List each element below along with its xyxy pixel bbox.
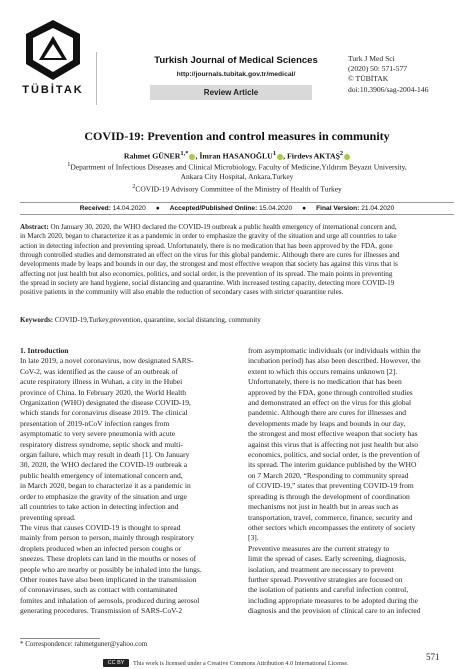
orcid-icon[interactable] [189, 154, 195, 160]
doi-link[interactable]: doi:10.3906/sag-2004-146 [348, 84, 429, 94]
keywords-label: Keywords: [20, 316, 54, 324]
header-divider [96, 52, 97, 105]
body-text-line: sneezes. These droplets can land in the mouths or noses of [20, 554, 197, 564]
body-text-line: spreading is through the development of coordination [248, 491, 410, 501]
paper-title: COVID-19: Prevention and control measures in community [84, 129, 390, 143]
abstract-line: positive patients in the community will also enable the reduction of secondary cases with stricter quarantine rules. [20, 288, 344, 297]
affiliation-text: Department of Infectious Diseases and Clinical Microbiology, Faculty of Medicine,Yıldırım Beyazıt University, [70, 162, 407, 172]
body-text-line: organ failure, which may result in death [1]. On January [20, 450, 190, 460]
received-date [80, 203, 146, 214]
body-text-line: its spread. The interim guidance published by the WHO [248, 460, 417, 470]
body-text-line: other sectors which encompasses the entirety of society [248, 522, 416, 532]
affiliation-2 [20, 182, 454, 194]
body-text-line: the strongest and most effective weapon that society has [248, 429, 418, 439]
author-superscript: 1,* [180, 150, 189, 157]
body-text-line: CoV-2, was identified as the cause of an outbreak of [20, 366, 178, 376]
body-text-line: and demonstrated an effect on the virus for this global [248, 398, 412, 408]
tubitak-logo-icon [22, 18, 84, 84]
body-text-line: transportation, travel, commerce, finance, security and [248, 512, 413, 522]
received-label: Received: [79, 205, 111, 212]
body-text-line: mechanisms not just in health but in areas such as [248, 502, 399, 512]
affiliation-1-continued: Ankara City Hospital, Ankara,Turkey [180, 172, 294, 182]
body-text-line: further spread. Preventive strategies are focused on [248, 574, 403, 584]
correspondence-footnote: * Correspondence: rahmetguner@yahoo.com [20, 640, 148, 648]
affiliation-superscript: 1 [67, 161, 71, 168]
body-text-line: province of China. In February 2020, the World Health [20, 387, 187, 397]
body-text-line: economics, politics, and social order, is the prevention of [248, 450, 421, 460]
abstract-line: action in detecting infection and preventing spread. Unfortunately, there is no medication that has been approved by the FDA, gone [20, 241, 393, 250]
affiliation-text: COVID-19 Advisory Committee of the Ministry of Health of Turkey [135, 184, 342, 194]
abstract-line: in March 2020, began to characterize it as a pandemic in order to emphasize the gravity of the situation and urge all countries to take [20, 232, 397, 241]
abstract-line: through controlled studies and demonstrated an effect on the virus for this global pandemic. Although there are cures for illnesses and [20, 251, 400, 260]
author-name: Rahmet GÜNER [123, 151, 181, 161]
footnote-rule [20, 638, 100, 639]
abstract-text: On January 30, 2020, the WHO declared the COVID-19 outbreak a public health emergency of international concern and, [48, 223, 397, 231]
dates-separator: ● [302, 205, 307, 212]
body-text-line: 30, 2020, the WHO declared the COVID-19 outbreak a [20, 460, 188, 470]
body-text-line: on 7 March 2020, “Responding to community spread [248, 470, 409, 480]
received-value: 14.04.2020 [112, 205, 146, 212]
license-text: This work is licensed under a Creative Commons Attribution 4.0 International License. [133, 659, 349, 667]
body-text-line: presentation of 2019-nCoV infection ranges from [20, 418, 170, 428]
body-text-line: fomites and inhalation of aerosols, produced during aerosol [20, 595, 200, 605]
orcid-icon[interactable] [344, 154, 350, 160]
body-text-line: In late 2019, a novel coronavirus, now designated SARS- [20, 356, 194, 366]
body-text-line: of coronaviruses, such as contact with contaminated [20, 585, 178, 595]
keywords [20, 316, 454, 324]
affiliation-superscript: 2 [132, 182, 136, 190]
body-column-left [20, 346, 228, 617]
logo-text: TÜBİTAK [22, 84, 84, 96]
page-number: 571 [426, 652, 440, 662]
abstract-line: affecting not just health but also economics, politics, and social order, is the prevention of its spread. The main points in preventing [20, 269, 393, 278]
body-text-line: Organization (WHO) designated the disease COVID-19, [20, 398, 191, 408]
body-text-line: from asymptomatic individuals (or individuals within the [248, 346, 421, 355]
accepted-label: Accepted/Published Online: [169, 205, 258, 212]
body-text-line: the isolation of patients and careful infection control, [248, 585, 409, 595]
body-text-line: developments made by leaps and bounds in our day, [248, 418, 406, 428]
affiliation-1 [20, 160, 454, 172]
accepted-date [170, 203, 292, 214]
journal-url-link[interactable]: http://journals.tubitak.gov.tr/medical/ [176, 71, 296, 78]
body-text-line: Other routes have also been implicated in the transmission [20, 574, 197, 584]
abstract [20, 223, 454, 298]
meta-line: © TÜBİTAK [348, 74, 389, 84]
journal-title: Turkish Journal of Medical Sciences [154, 55, 318, 66]
body-text-line: public health emergency of international concern and, [20, 470, 183, 480]
dates-bar [20, 202, 454, 215]
accepted-value: 15.04.2020 [259, 205, 293, 212]
body-text-line: [3]. [248, 533, 259, 543]
license-notice [103, 659, 373, 667]
body-text-line: approved by the FDA, gone through controlled studies [248, 387, 413, 397]
article-type-badge: Review Article [150, 85, 312, 100]
body-text-line: all countries to take action in detecting infection and [20, 502, 179, 512]
body-text-line: mainly from person to person, mainly through respiratory [20, 533, 194, 543]
final-date [316, 203, 394, 214]
author-list: Rahmet $GÜNER^{1,*}$ , İmran HASANOĞLU$^1$ , Firdevs AKTAŞ$^2$ [20, 150, 454, 161]
body-text-line: Unfortunately, there is no medication that has been [248, 377, 402, 387]
body-text-line: asymptomatic to very severe pneumonia with acute [20, 429, 176, 439]
body-text-line: generating procedures. Transmission of SARS-CoV-2 [20, 606, 183, 616]
body-text-line: droplets produced when an infected person coughs or [20, 543, 182, 553]
body-text-line: limit the spread of cases. Early screening, diagnosis, [248, 554, 407, 564]
author-superscript: 1 [272, 150, 277, 157]
body-text-line: against this virus that is affecting not just health but also [248, 439, 419, 449]
final-label: Final Version: [316, 205, 360, 212]
body-text-line: Preventive measures are the current strategy to [248, 543, 390, 553]
body-text-line: acute respiratory illness in Wuhan, a city in the Hubei [20, 377, 183, 387]
author-name: İmran HASANOĞLU [199, 151, 273, 161]
author-superscript: 2 [339, 150, 344, 157]
body-text-line: which stands for coronavirus disease 2019. The clinical [20, 408, 188, 418]
body-text-line: The virus that causes COVID-19 is thought to spread [20, 522, 181, 532]
orcid-icon[interactable] [277, 154, 283, 160]
body-column-right [248, 346, 454, 617]
body-text-line: people who are nearby or possibly be inhaled into the lungs. [20, 564, 202, 574]
abstract-line: the spread in society are hand hygiene, social distancing and quarantine. With increased testing capacity, detecting more COVID-19 [20, 279, 395, 288]
abstract-label: Abstract: [20, 223, 49, 231]
author-name: Firdevs AKTAŞ [286, 151, 340, 161]
cc-by-icon[interactable]: CC BY [103, 659, 129, 667]
body-text-line: pandemic. Although there are cures for illnesses and [248, 408, 407, 418]
abstract-line [20, 223, 454, 232]
journal-meta [348, 54, 468, 95]
body-text-line: including appropriate measures to be adopted during the [248, 595, 418, 605]
final-value: 21.04.2020 [361, 205, 395, 212]
body-text-line: in March 2020, began to characterize it as a pandemic in [20, 481, 191, 491]
body-text-line: of COVID-19,” states that preventing COVID-19 from [248, 481, 414, 491]
body-text-line: order to emphasize the gravity of the situation and urge [20, 491, 187, 501]
body-text-line: isolation, and treatment are necessary to prevent [248, 564, 394, 574]
dates-separator: ● [155, 205, 160, 212]
body-text-line: respiratory distress syndrome, septic shock and multi- [20, 439, 183, 449]
meta-line: (2020) 50: 571-577 [348, 64, 408, 74]
keywords-text: COVID-19,Turkey,prevention, quarantine, social distancing, community [53, 316, 261, 324]
affiliations [20, 160, 454, 194]
body-text-line: extent to which this occurs remains unknown [2]. [248, 366, 398, 376]
body-text-line: diagnosis and the provision of clinical care to an infected [248, 606, 421, 616]
abstract-line: developments made by leaps and bounds in our day, the strongest and most effective weapon that society has against this virus that is [20, 260, 398, 269]
section-heading: 1. Introduction [20, 346, 69, 355]
body-text-line: incubation period) has also been described. However, the [248, 356, 421, 366]
body-text-line: preventing spread. [20, 512, 76, 522]
meta-line: Turk J Med Sci [348, 54, 395, 63]
